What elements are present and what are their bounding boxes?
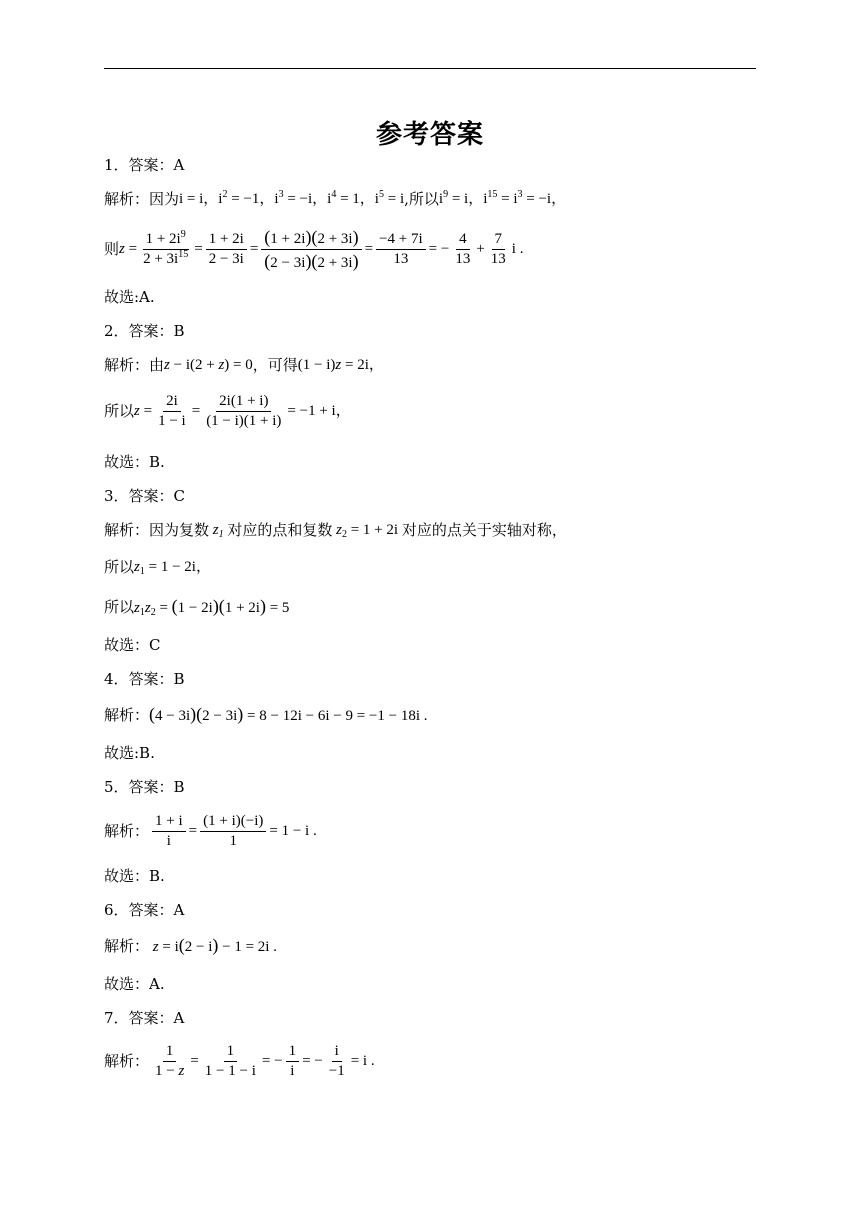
- q4-analysis: 解析： (4 − 3i)(2 − 3i) = 8 − 12i − 6i − 9 = −1 − 18i .: [104, 704, 428, 724]
- q1-frac-4: $\frac{-4 + 7i}{13}$: [376, 230, 426, 269]
- q7-frac-3: $\frac{1}{i}$: [286, 1042, 300, 1081]
- q6-analysis-label: 解析：: [104, 936, 150, 955]
- q1-powers-of-i: i = i，$i^2 = -1$，$i^3 = -i$，$i^4 = 1$，$i^5 = i$: [179, 189, 405, 207]
- q5-conclusion: 故选：B.: [104, 867, 165, 885]
- q5-frac-1: $\frac{1 + i}{i}$: [152, 812, 186, 851]
- q3-suoyi1: 所以: [104, 558, 135, 576]
- q7-analysis-label: 解析：: [104, 1052, 150, 1071]
- q2-suoyi: 所以: [104, 402, 135, 421]
- q7-analysis: 解析： $\frac{1}{1 - z}$ = $\frac{1}{1 - 1 - i}$ = − $\frac{1}{i}$ = − $\frac{i}{-1}$ = i .: [104, 1043, 375, 1079]
- q2-answer: 2．答案：B: [104, 322, 185, 340]
- q5-analysis: 解析： $\frac{1 + i}{i}$ = $\frac{(1 + i)(-i)}{1}$ = 1 − i .: [104, 813, 317, 849]
- q6-answer: 6．答案：A: [104, 901, 185, 919]
- q1-analysis-label: 解析：因为: [104, 190, 180, 208]
- q2-kede: ，可得: [252, 356, 298, 374]
- q1-frac-1: $\frac{1 + 2i^9}{2 + 3i^{15}}$: [143, 229, 189, 267]
- q7-frac-1: $\frac{1}{1 - z}$: [155, 1043, 185, 1079]
- q3-suoyi2: 所以: [104, 597, 135, 616]
- header-rule: [104, 68, 756, 69]
- q1-frac-3: $\frac{(1 + 2i)(2 + 3i)}{(2 - 3i)(2 + 3i)}$: [261, 226, 361, 273]
- q3-conclusion: 故选：C: [104, 636, 161, 654]
- q1-conclusion: 故选:A.: [104, 288, 155, 306]
- q3-analysis-label: 解析：因为复数: [104, 521, 210, 539]
- q2-analysis-line1: [104, 356, 760, 374]
- page-title: 参考答案: [375, 120, 484, 150]
- q3-answer: 3．答案：C: [104, 487, 186, 505]
- q2-analysis-label: 解析：由: [104, 356, 165, 374]
- q2-frac-1: $\frac{2i}{1 - i}$: [158, 393, 186, 429]
- q5-answer: 5．答案：B: [104, 778, 185, 796]
- q4-conclusion: 故选:B.: [104, 744, 155, 762]
- q5-analysis-label: 解析：: [104, 822, 150, 841]
- q7-frac-4: $\frac{i}{-1}$: [328, 1043, 345, 1079]
- q2-equation: z − i(2 + z) = 0: [164, 357, 253, 373]
- q1-frac-6: $\frac{7}{13}$: [490, 231, 506, 267]
- q3-mid2: 对应的点关于实轴对称，: [401, 521, 567, 539]
- q1-analysis-line1: [104, 190, 760, 208]
- q2-equation-2: (1 − i)z = 2i，: [297, 357, 384, 373]
- var-z: z: [119, 241, 125, 258]
- q1-frac-2: $\frac{1 + 2i}{2 - 3i}$: [206, 230, 247, 269]
- q7-frac-2: $\frac{1}{1 - 1 - i}$: [204, 1043, 256, 1079]
- q2-analysis-line2: 所以 z = $\frac{2i}{1 - i}$ = $\frac{2i(1 + i)}{(1 - i)(1 + i)}$ = −1 + i，: [104, 393, 351, 429]
- q1-answer: 1．答案：A: [104, 156, 185, 174]
- q2-frac-2: $\frac{2i(1 + i)}{(1 - i)(1 + i)}$: [206, 393, 282, 429]
- q3-analysis-line2: 所以 $z_1 = 1 - 2i$，: [104, 558, 211, 577]
- q1-suoyi: ,所以: [404, 190, 439, 208]
- q3-analysis-line1: 解析：因为复数 $z_1$ 对应的点和复数 $z_2 = 1 + 2i$ 对应的点关于实轴对称，: [104, 521, 567, 540]
- q1-frac-5: $\frac{4}{13}$: [455, 231, 471, 267]
- q2-conclusion: 故选：B.: [104, 453, 165, 471]
- q6-analysis: 解析： z = i(2 − i) − 1 = 2i .: [104, 935, 277, 955]
- q1-analysis-line2: 则 z = $\frac{1 + 2i^9}{2 + 3i^{15}}$ = $\frac{1 + 2i}{2 - 3i}$ = $\frac{(1 + 2i)(2 + 3i)}{(2 - 3i)(2 + 3i)}$ = $\frac{-4 + 7i}{13}$ = − $\frac{4}{13}$ + $\frac{7}{13}$ i .: [104, 227, 524, 271]
- q6-conclusion: 故选：A.: [104, 975, 165, 993]
- q1-ze: 则: [104, 240, 120, 259]
- q5-frac-2: $\frac{(1 + i)(-i)}{1}$: [200, 812, 266, 851]
- q1-powers-result: $i^9 = i$，$i^{15} = i^3 = -i$，: [438, 189, 567, 207]
- q7-answer: 7．答案：A: [104, 1009, 185, 1027]
- q3-analysis-line3: 所以 $z_1z_2 = (1 - 2i)(1 + 2i) = 5$: [104, 596, 290, 618]
- q4-analysis-label: 解析：: [104, 705, 150, 724]
- q3-mid1: 对应的点和复数: [227, 521, 333, 539]
- q4-answer: 4．答案：B: [104, 670, 185, 688]
